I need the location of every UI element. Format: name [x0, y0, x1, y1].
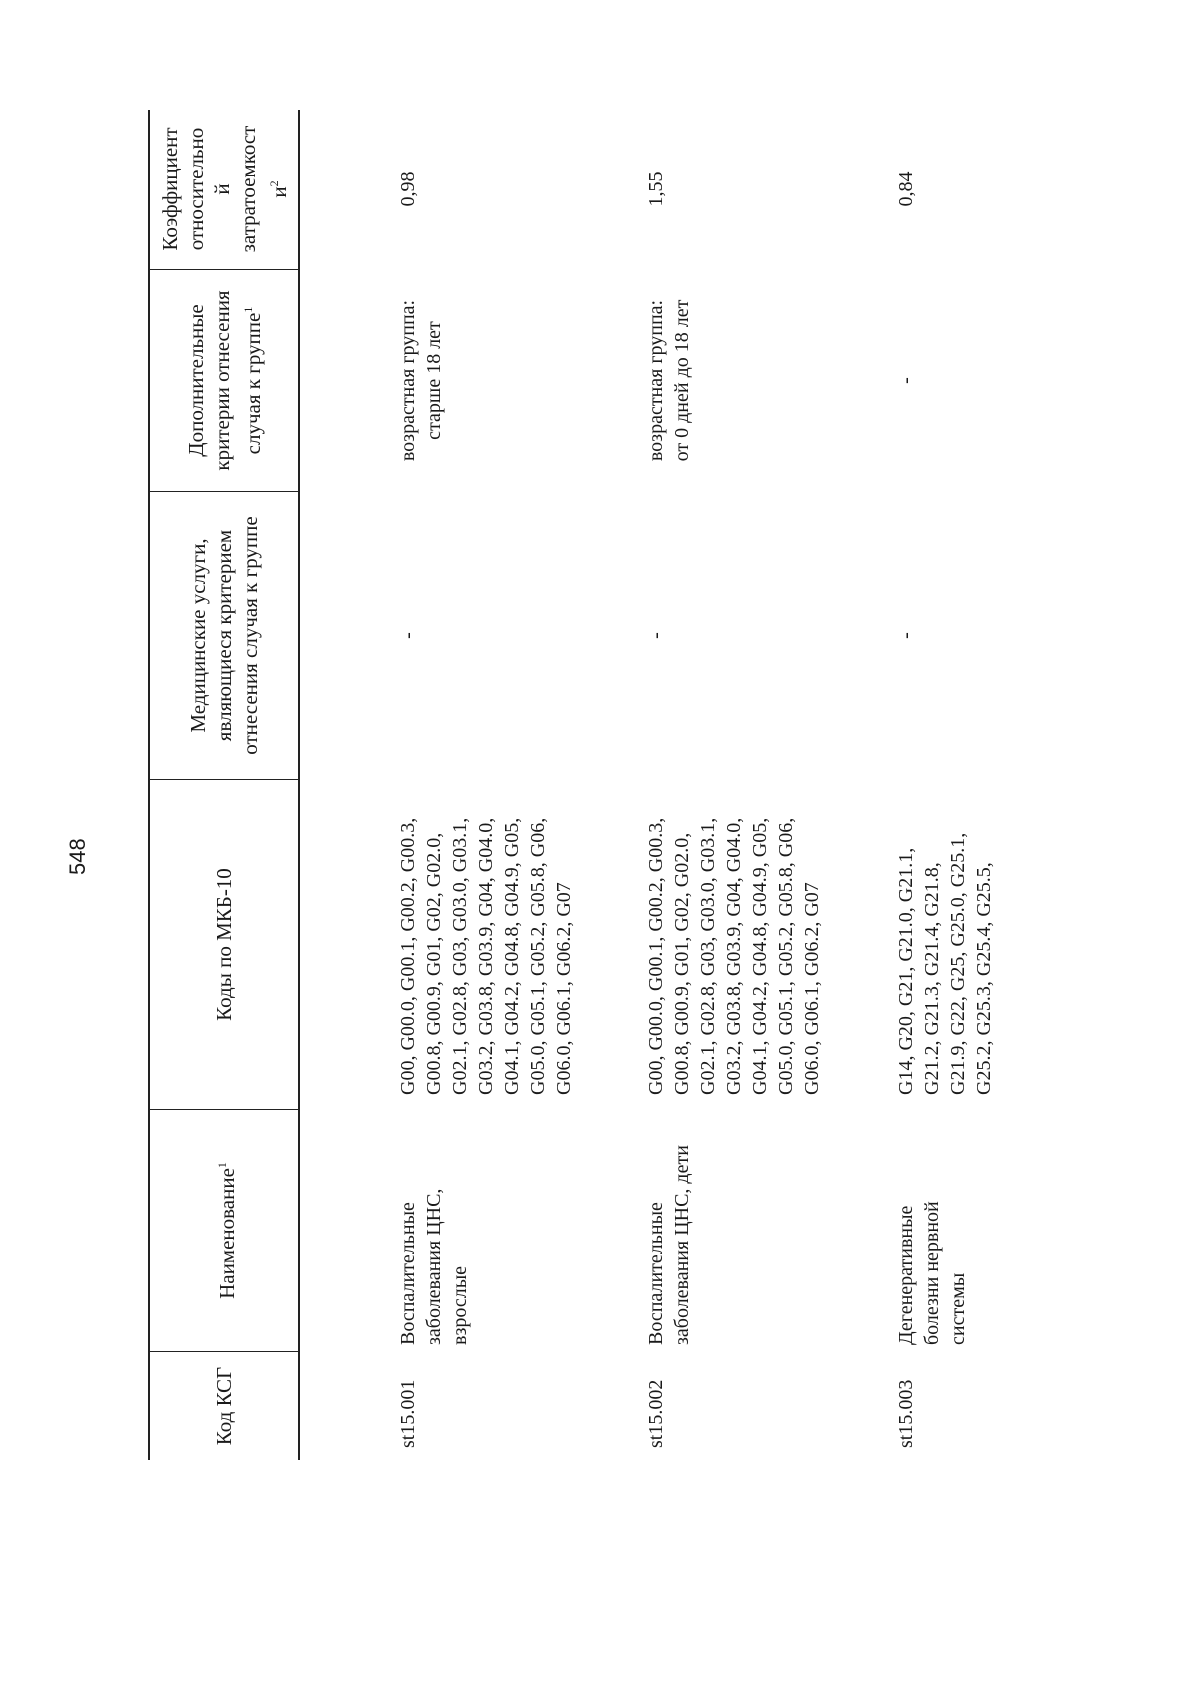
row-1-name: Воспалительные заболевания ЦНС, взрослые	[397, 1188, 471, 1345]
header-code	[150, 1352, 298, 1460]
header-name-label: Наименование$^1$	[214, 1162, 239, 1299]
row-2-name: Воспалительные заболевания ЦНС, дети	[645, 1145, 693, 1345]
row-2-criteria: возрастная группа: от 0 дней до 18 лет	[645, 299, 693, 462]
row-2-icd-codes: G00, G00.0, G00.1, G00.2, G00.3, G00.8, G00.9, G01, G02, G02.0, G02.1, G02.8, G03, G03.0, G03.1, G03.2, G03.8, G03.9, G04, G04.0, G04.1, G04.2, G04.8, G04.9, G05, G05.0, G05.1, G05.2, G05.8, G06, G06.0, G06.1, G06.2, G07	[645, 817, 823, 1095]
row-3-icd-codes: G14, G20, G21, G21.0, G21.1, G21.2, G21.3, G21.4, G21.8, G21.9, G22, G25, G25.0, G25.1, G25.2, G25.3, G25.4, G25.5,	[895, 832, 995, 1095]
header-coefficient-line-2: относительно	[183, 127, 208, 251]
row-3-criteria: -	[895, 377, 917, 384]
header-bottom-rule	[298, 110, 300, 1460]
header-coefficient	[150, 109, 298, 269]
header-coefficient-line-5: $и^2$	[266, 180, 291, 198]
row-1-icd-codes: G00, G00.0, G00.1, G00.2, G00.3, G00.8, G00.9, G01, G02, G02.0, G02.1, G02.8, G03, G03.0, G03.1, G03.2, G03.8, G03.9, G04, G04.0, G04.1, G04.2, G04.8, G04.9, G05, G05.0, G05.1, G05.2, G05.8, G06, G06.0, G06.1, G06.2, G07	[397, 817, 575, 1095]
row-3-name: Дегенеративные болезни нервной системы	[895, 1201, 969, 1345]
row-3-coefficient: 0,84	[895, 171, 917, 207]
row-2-code: st15.002	[645, 1379, 667, 1448]
row-1-code: st15.001	[397, 1379, 419, 1448]
header-coefficient-line-3: й	[209, 183, 234, 195]
header-services	[150, 492, 298, 779]
header-coefficient-line-4: затратоемкост	[235, 125, 260, 253]
row-1-services: -	[397, 632, 419, 639]
header-icd	[150, 780, 298, 1109]
header-icd-label: Коды по МКБ-10	[212, 868, 236, 1021]
header-criteria	[150, 270, 298, 491]
row-1-criteria: возрастная группа: старше 18 лет	[397, 299, 445, 462]
header-name	[150, 1110, 298, 1351]
header-services-label: Медицинские услуги, являющиеся критерием отнесения случая к группе	[186, 516, 262, 755]
row-3-code: st15.003	[895, 1379, 917, 1448]
row-2-coefficient: 1,55	[645, 171, 667, 207]
page-number: 548	[65, 838, 90, 875]
header-coefficient-line-1: Коэффициент	[157, 127, 182, 251]
row-3-services: -	[895, 632, 917, 639]
row-2-services: -	[645, 632, 667, 639]
header-criteria-label: Дополнительные критерии отнесения случая к группе$^1$	[183, 290, 265, 471]
header-code-label: Код КСГ	[212, 1366, 236, 1446]
row-1-coefficient: 0,98	[397, 171, 419, 207]
